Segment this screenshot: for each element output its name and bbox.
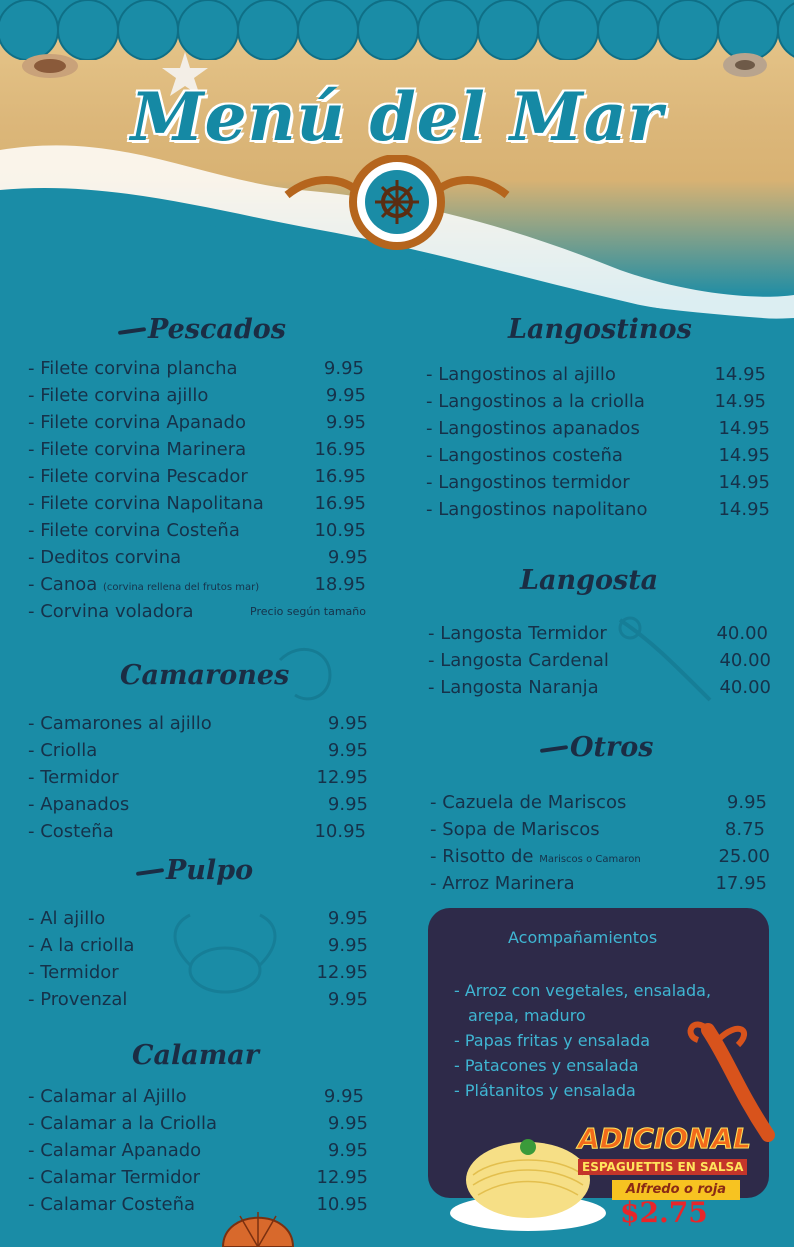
menu-item: - Langosta Termidor 40.00: [428, 623, 768, 644]
menu-item: - Calamar Apanado 9.95: [28, 1140, 368, 1161]
menu-item: - Cazuela de Mariscos 9.95: [430, 792, 767, 813]
list-item: arepa, maduro: [468, 1006, 586, 1025]
menu-item: - Filete corvina ajillo 9.95: [28, 385, 366, 406]
section-title-langosta: Langosta: [520, 565, 659, 596]
menu-item: - Corvina voladora Precio según tamaño: [28, 601, 366, 622]
menu-item: - Langostinos napolitano 14.95: [426, 499, 770, 520]
menu-item: - Camarones al ajillo 9.95: [28, 713, 368, 734]
section-title-otros: Otros: [540, 732, 653, 763]
menu-item: - Calamar al Ajillo 9.95: [28, 1086, 364, 1107]
adicional-price: $2.75: [620, 1196, 708, 1229]
menu-item: - Langostinos termidor 14.95: [426, 472, 770, 493]
langostinos-list: [426, 361, 770, 523]
menu-item: - Filete corvina Pescador 16.95: [28, 466, 366, 487]
lobster-icon: [610, 610, 720, 710]
menu-item: - Deditos corvina 9.95: [28, 547, 368, 568]
list-item: - Plátanitos y ensalada: [454, 1081, 636, 1100]
scallop-border: [0, 0, 794, 60]
pescados-list: [28, 355, 368, 625]
crab-icon: [160, 905, 290, 1015]
swoosh-decoration: [540, 745, 568, 753]
menu-item: - Filete corvina Napolitana 16.95: [28, 493, 366, 514]
menu-item: - Langostinos apanados 14.95: [426, 418, 770, 439]
list-item: - Patacones y ensalada: [454, 1056, 639, 1075]
ship-wheel-icon: [282, 155, 512, 250]
menu-item: - Langostinos costeña 14.95: [426, 445, 770, 466]
menu-item: - A la criolla 9.95: [28, 935, 368, 956]
menu-item: - Filete corvina plancha 9.95: [28, 358, 364, 379]
acompanamientos-list: [454, 978, 711, 1103]
otros-list: [430, 789, 770, 897]
menu-item: - Sopa de Mariscos 8.75: [430, 819, 765, 840]
menu-item: - Filete corvina Marinera 16.95: [28, 439, 366, 460]
menu-item: - Termidor 12.95: [28, 962, 368, 983]
section-title-pescados: Pescados: [118, 314, 286, 345]
menu-item: - Calamar Termidor 12.95: [28, 1167, 368, 1188]
menu-item: - Canoa (corvina rellena del frutos mar) 18.95: [28, 574, 366, 595]
adicional-title: ADICIONAL: [578, 1122, 752, 1155]
menu-item: - Termidor 12.95: [28, 767, 368, 788]
menu-item: - Risotto de Mariscos o Camaron 25.00: [430, 846, 770, 867]
menu-item: - Langosta Naranja 40.00: [428, 677, 771, 698]
section-title-langostinos: Langostinos: [508, 314, 692, 345]
menu-item: - Langostinos a la criolla 14.95: [426, 391, 766, 412]
shell-icon: [720, 50, 770, 80]
menu-item: - Calamar a la Criolla 9.95: [28, 1113, 368, 1134]
calamar-list: [28, 1083, 368, 1218]
menu-item: - Provenzal 9.95: [28, 989, 368, 1010]
adicional-subtitle: ESPAGUETTIS EN SALSA: [578, 1159, 747, 1175]
menu-item: - Criolla 9.95: [28, 740, 368, 761]
menu-item: - Filete corvina Apanado 9.95: [28, 412, 366, 433]
menu-item: - Al ajillo 9.95: [28, 908, 368, 929]
swoosh-decoration: [136, 868, 164, 876]
adicional-sauce-ribbon: Alfredo o roja: [612, 1180, 740, 1200]
acompanamientos-title: Acompañamientos: [508, 928, 658, 947]
scallop-shell-icon: [218, 1198, 298, 1247]
swoosh-decoration: [118, 327, 146, 335]
shrimp-icon: [270, 640, 340, 710]
menu-item: - Apanados 9.95: [28, 794, 368, 815]
menu-title: Menú del Mar: [130, 78, 664, 156]
menu-item: - Costeña 10.95: [28, 821, 366, 842]
camarones-list: [28, 710, 368, 845]
section-title-camarones: Camarones: [120, 660, 290, 691]
menu-item: - Filete corvina Costeña 10.95: [28, 520, 366, 541]
menu-item: - Calamar Costeña 10.95: [28, 1194, 368, 1215]
shell-icon: [20, 50, 80, 80]
section-title-pulpo: Pulpo: [136, 855, 253, 886]
list-item: - Papas fritas y ensalada: [454, 1031, 651, 1050]
menu-item: - Langostinos al ajillo 14.95: [426, 364, 766, 385]
section-title-calamar: Calamar: [132, 1040, 260, 1071]
menu-item: - Langosta Cardenal 40.00: [428, 650, 771, 671]
menu-item: - Arroz Marinera 17.95: [430, 873, 767, 894]
list-item: - Arroz con vegetales, ensalada,: [454, 981, 712, 1000]
